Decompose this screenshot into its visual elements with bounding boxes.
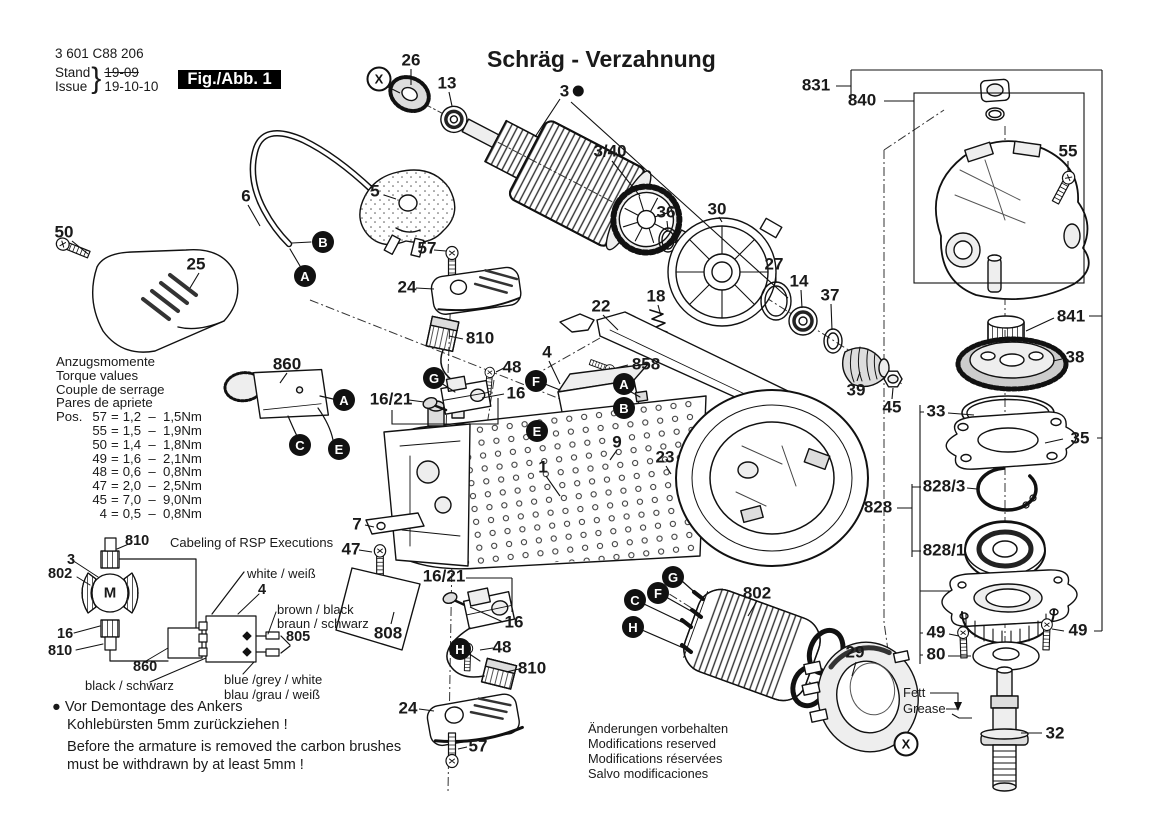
torque-row-50 <box>56 438 202 452</box>
callout-text: 57 <box>417 238 437 258</box>
callout-text: 35 <box>1070 428 1090 448</box>
connector-badge-A: A <box>333 389 355 411</box>
connector-badge-H: H <box>622 616 644 638</box>
torque-pos-value: 4 <box>99 505 107 521</box>
torque-equals: = <box>111 422 119 438</box>
callout-text: 810 <box>517 658 547 678</box>
callout-text: 24 <box>398 698 418 718</box>
torque-pos-label: Pos. <box>56 409 83 425</box>
torque-heading-en: Torque values <box>56 367 139 383</box>
torque-pos-label <box>56 465 85 479</box>
torque-pos-value: 45 <box>92 491 107 507</box>
service-notes <box>52 698 401 774</box>
torque-heading-de: Anzugsmomente <box>56 354 155 369</box>
issue-value: 19-10-10 <box>104 79 159 94</box>
torque-row-45 <box>56 493 202 507</box>
callout-text: 45 <box>882 397 902 417</box>
torque-pos-value: 49 <box>92 450 107 466</box>
motor-housing <box>384 390 868 569</box>
callout-text: 828/1 <box>922 540 966 560</box>
torque-equals: = <box>111 505 119 521</box>
gear-head-assembly <box>936 79 1089 791</box>
callout-text: 26 <box>401 50 421 70</box>
callout-text: 29 <box>845 642 865 662</box>
torque-pos-label <box>56 479 85 493</box>
page-title: Schräg - Verzahnung <box>487 46 716 72</box>
callout-text: 858 <box>631 354 661 374</box>
torque-range: 1,6 – 2,1Nm <box>122 450 202 466</box>
callout-text: 57 <box>468 736 488 756</box>
callout-text: 22 <box>591 296 611 316</box>
callout-text: 48 <box>502 357 522 377</box>
callout-text: 3/40 <box>593 141 627 161</box>
callout-text: 6 <box>241 186 251 206</box>
torque-pos-value: 50 <box>92 436 107 452</box>
callout-text: 828 <box>863 497 893 517</box>
connector-badge-A: A <box>613 373 635 395</box>
torque-range: 2,0 – 2,5Nm <box>122 478 202 494</box>
footer-line-fr: Modifications réservées <box>588 751 723 766</box>
callout-text: 802 <box>742 583 772 603</box>
speed-controller <box>224 364 333 440</box>
callout-text: 14 <box>789 271 809 291</box>
torque-pos-value: 57 <box>92 409 107 425</box>
stand-value: 19-09 <box>104 65 139 80</box>
torque-pos-label <box>56 424 85 438</box>
wiring-label: brown / black <box>277 602 354 617</box>
wiring-label: 802 <box>48 566 73 582</box>
brace-glyph: } <box>91 62 102 95</box>
callout-text: 37 <box>820 285 840 305</box>
torque-row-48 <box>56 465 202 479</box>
callout-text: 80 <box>926 644 946 664</box>
footer-line-en: Modifications reserved <box>588 736 717 751</box>
callout-text: 4 <box>542 342 552 362</box>
figure-label: Fig./Abb. 1 <box>178 70 280 89</box>
callout-text: 808 <box>373 623 403 643</box>
callout-text: 1 <box>538 457 548 477</box>
callout-text: 16 <box>506 383 526 403</box>
note-bullet: ● <box>52 699 61 715</box>
issue-label: Issue <box>55 79 88 94</box>
wiring-label: 860 <box>133 659 158 675</box>
wiring-label: white / weiß <box>247 566 316 581</box>
part-number: 3 601 C88 206 <box>55 46 144 61</box>
wiring-label: braun / schwarz <box>277 616 369 631</box>
callout-text: 16 <box>504 612 524 632</box>
torque-row-49 <box>56 452 202 466</box>
carbon-brush-set-upper <box>422 247 523 415</box>
torque-equals: = <box>111 491 119 507</box>
connector-badge-F: F <box>647 582 669 604</box>
torque-pos-value: 55 <box>92 422 107 438</box>
footer-line-es: Salvo modificaciones <box>588 766 709 781</box>
callout-text: 841 <box>1056 306 1086 326</box>
wiring-label: blue /grey / white <box>224 672 323 687</box>
callout-text: M <box>103 584 117 602</box>
connector-badge-E: E <box>526 420 548 442</box>
torque-pos-label <box>56 452 85 466</box>
callout-text: 36 <box>656 202 676 222</box>
torque-equals: = <box>111 409 119 425</box>
wiring-label: Fett <box>903 685 926 700</box>
torque-row-47 <box>56 479 202 493</box>
torque-range: 0,5 – 0,8Nm <box>122 505 202 521</box>
modifications-notice <box>588 721 728 781</box>
torque-pos-label <box>56 438 85 452</box>
wiring-schematic <box>72 538 290 682</box>
torque-row-4 <box>56 507 202 521</box>
callout-text: 47 <box>341 539 361 559</box>
torque-pos-label <box>56 493 85 507</box>
torque-equals: = <box>111 464 119 480</box>
torque-row-55 <box>56 424 202 438</box>
callout-text: 32 <box>1045 723 1065 743</box>
callout-text: 25 <box>186 254 206 274</box>
torque-pos-value: 48 <box>92 464 107 480</box>
note-en-line2: must be withdrawn by at least 5mm ! <box>67 757 304 773</box>
torque-table <box>56 355 202 521</box>
torque-range: 1,4 – 1,8Nm <box>122 436 202 452</box>
callout-text: 5 <box>370 181 380 201</box>
connector-badge-A: A <box>294 265 316 287</box>
wiring-label: 3 <box>67 552 76 568</box>
rear-housing-cover <box>55 236 238 352</box>
callout-text: 13 <box>437 73 457 93</box>
torque-rows <box>56 410 202 520</box>
power-cord-and-plug <box>253 133 455 266</box>
wiring-label: 16 <box>57 626 74 642</box>
callout-text: 16/21 <box>422 566 466 586</box>
torque-range: 7,0 – 9,0Nm <box>122 491 202 507</box>
callout-text: 55 <box>1058 141 1078 161</box>
wiring-label: blau /grau / weiß <box>224 687 321 702</box>
wiring-label: 805 <box>286 629 311 645</box>
wiring-label: 810 <box>125 533 150 549</box>
connector-badge-C: C <box>624 589 646 611</box>
connector-badge-B: B <box>613 397 635 419</box>
torque-pos-value: 47 <box>92 478 107 494</box>
callout-text: 860 <box>272 354 302 374</box>
callout-text: 840 <box>847 90 877 110</box>
carbon-brush-set-lower <box>426 584 524 768</box>
wiring-label: 810 <box>48 643 73 659</box>
torque-range: 1,5 – 1,9Nm <box>122 422 202 438</box>
note-de-line2: Kohlebürsten 5mm zurückziehen ! <box>67 717 288 733</box>
callout-text: 828/3 <box>922 476 966 496</box>
callout-text: 9 <box>612 432 622 452</box>
callout-text: 810 <box>465 328 495 348</box>
callout-text: 49 <box>926 622 946 642</box>
callout-text: 38 <box>1065 347 1085 367</box>
connector-badge-G: G <box>423 367 445 389</box>
note-de-line1: Vor Demontage des Ankers <box>64 699 243 715</box>
connector-badge-X: X <box>894 732 919 757</box>
torque-equals: = <box>111 450 119 466</box>
doc-header <box>55 46 281 93</box>
callout-text: 24 <box>397 277 417 297</box>
wiring-label: Cabeling of RSP Executions <box>170 535 334 550</box>
callout-text: 831 <box>801 75 831 95</box>
torque-equals: = <box>111 478 119 494</box>
wiring-label: black / schwarz <box>85 678 174 693</box>
connector-badge-H: H <box>449 638 471 660</box>
torque-row-57 <box>56 410 202 424</box>
note-en-line1: Before the armature is removed the carbon brushes <box>67 739 402 755</box>
callout-text: 39 <box>846 380 866 400</box>
torque-heading-fr: Couple de serrage <box>56 381 165 397</box>
callout-text: 30 <box>707 199 727 219</box>
callout-text: 7 <box>352 514 362 534</box>
wiring-label: 4 <box>258 582 267 598</box>
torque-range: 1,2 – 1,5Nm <box>122 409 202 425</box>
connector-badge-X: X <box>367 67 392 92</box>
callout-text: 16/21 <box>369 389 413 409</box>
callout-text: 3 <box>559 81 570 101</box>
torque-range: 0,6 – 0,8Nm <box>122 464 202 480</box>
torque-equals: = <box>111 436 119 452</box>
stand-label: Stand <box>55 65 91 80</box>
connector-badge-F: F <box>525 370 547 392</box>
callout-text: 27 <box>764 254 784 274</box>
footer-line-de: Änderungen vorbehalten <box>588 721 729 736</box>
callout-text: 23 <box>655 447 675 467</box>
connector-badge-B: B <box>312 231 334 253</box>
connector-badge-E: E <box>328 438 350 460</box>
wiring-label: Grease <box>903 701 946 716</box>
callout-text: 50 <box>54 222 74 242</box>
callout-text: 18 <box>646 286 666 306</box>
callout-text: 48 <box>492 637 512 657</box>
torque-heading-es: Pares de apriete <box>56 395 153 411</box>
connector-badge-G: G <box>662 566 684 588</box>
connector-badge-C: C <box>289 434 311 456</box>
callout-text: 33 <box>926 401 946 421</box>
callout-text: 49 <box>1068 620 1088 640</box>
torque-pos-label <box>56 507 85 521</box>
